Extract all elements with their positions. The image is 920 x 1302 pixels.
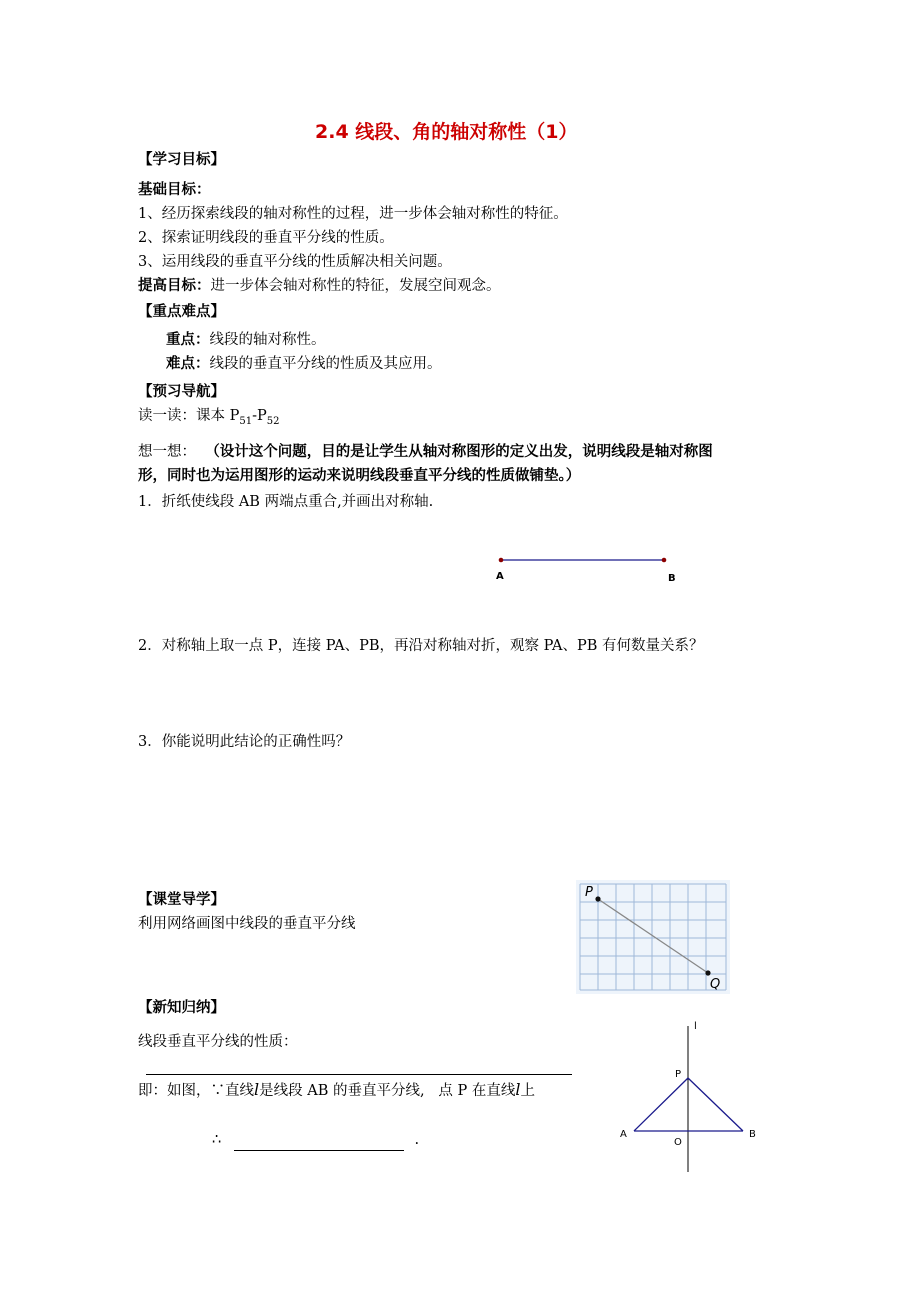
section-preview-heading: 【预习导航】 <box>138 383 225 400</box>
think-line-1 <box>138 442 713 462</box>
think-label: 想一想： <box>138 444 196 460</box>
section-class-heading: 【课堂导学】 <box>138 891 225 908</box>
conclusion-period: . <box>414 1132 420 1148</box>
advanced-goal-label: 提高目标： <box>138 277 211 294</box>
point-q <box>705 970 710 975</box>
label-a: A <box>496 571 504 582</box>
class-text: 利用网络画图中线段的垂直平分线 <box>138 916 356 932</box>
label-tri-b: B <box>749 1129 756 1140</box>
think-text-1: （设计这个问题，目的是让学生从轴对称图形的定义出发，说明线段是轴对称图 <box>205 443 713 460</box>
basic-goal-3: 3、运用线段的垂直平分线的性质解决相关问题。 <box>138 254 452 270</box>
line-l-symbol: l <box>254 1080 260 1099</box>
ie-mid: 是线段 AB 的垂直平分线, <box>259 1083 425 1099</box>
bisector-figure <box>612 1012 772 1182</box>
advanced-goal-text: 进一步体会轴对称性的特征，发展空间观念。 <box>210 278 501 294</box>
label-tri-p: P <box>675 1069 682 1080</box>
think-line-2: 形，同时也为运用图形的运动来说明线段垂直平分线的性质做铺垫。） <box>138 467 581 484</box>
label-l: l <box>694 1021 697 1032</box>
therefore-symbol: ∴ <box>212 1132 222 1148</box>
point-p <box>595 896 600 901</box>
ie-point: 点 P 在直线 <box>438 1083 516 1099</box>
conclusion-line <box>212 1130 419 1151</box>
question-3: 3．你能说明此结论的正确性吗？ <box>138 734 351 750</box>
line-l-symbol-2: l <box>515 1080 521 1099</box>
label-p: P <box>585 885 593 900</box>
read-page-start: 51 <box>239 415 253 427</box>
section-goals-heading: 【学习目标】 <box>138 151 225 168</box>
label-q: Q <box>710 977 721 992</box>
question-2: 2．对称轴上取一点 P，连接 PA、PB，再沿对称轴对折，观察 PA、PB 有何数量关系？ <box>138 638 704 654</box>
keypoint-text: 线段的轴对称性。 <box>209 332 326 348</box>
section-keypoints-heading: 【重点难点】 <box>138 303 225 320</box>
point-b <box>662 558 667 563</box>
ie-end: 上 <box>520 1083 536 1099</box>
segment-pb <box>688 1078 743 1131</box>
difficulty-line <box>166 354 442 374</box>
property-label: 线段垂直平分线的性质： <box>138 1034 298 1050</box>
section-new-heading: 【新知归纳】 <box>138 999 225 1016</box>
keypoint-label: 重点： <box>166 331 210 348</box>
basic-goal-1: 1、经历探索线段的轴对称性的过程，进一步体会轴对称性的特征。 <box>138 206 568 222</box>
label-tri-a: A <box>620 1129 627 1140</box>
read-label: 读一读：课本 P <box>138 408 240 424</box>
page-title: 2.4 线段、角的轴对称性（1） <box>315 121 578 143</box>
conclusion-blank[interactable] <box>234 1130 404 1151</box>
basic-goal-2: 2、探索证明线段的垂直平分线的性质。 <box>138 230 394 246</box>
ie-prefix: 即：如图，∵直线 <box>138 1083 254 1099</box>
segment-pa <box>634 1078 688 1131</box>
property-blank <box>146 1074 572 1075</box>
difficulty-label: 难点： <box>166 355 210 372</box>
read-dash: -P <box>252 408 267 424</box>
basic-goals-label: 基础目标： <box>138 181 211 198</box>
read-line <box>138 406 280 432</box>
read-page-end: 52 <box>266 415 280 427</box>
question-1: 1．折纸使线段 AB 两端点重合,并画出对称轴. <box>138 494 434 510</box>
grid-figure <box>576 880 730 994</box>
keypoint-line <box>166 330 326 350</box>
label-tri-o: O <box>674 1137 682 1148</box>
label-b: B <box>668 573 676 584</box>
advanced-goal <box>138 276 501 296</box>
ie-line <box>138 1080 535 1101</box>
difficulty-text: 线段的垂直平分线的性质及其应用。 <box>209 356 442 372</box>
segment-ab-figure <box>488 552 688 586</box>
point-a <box>499 558 504 563</box>
